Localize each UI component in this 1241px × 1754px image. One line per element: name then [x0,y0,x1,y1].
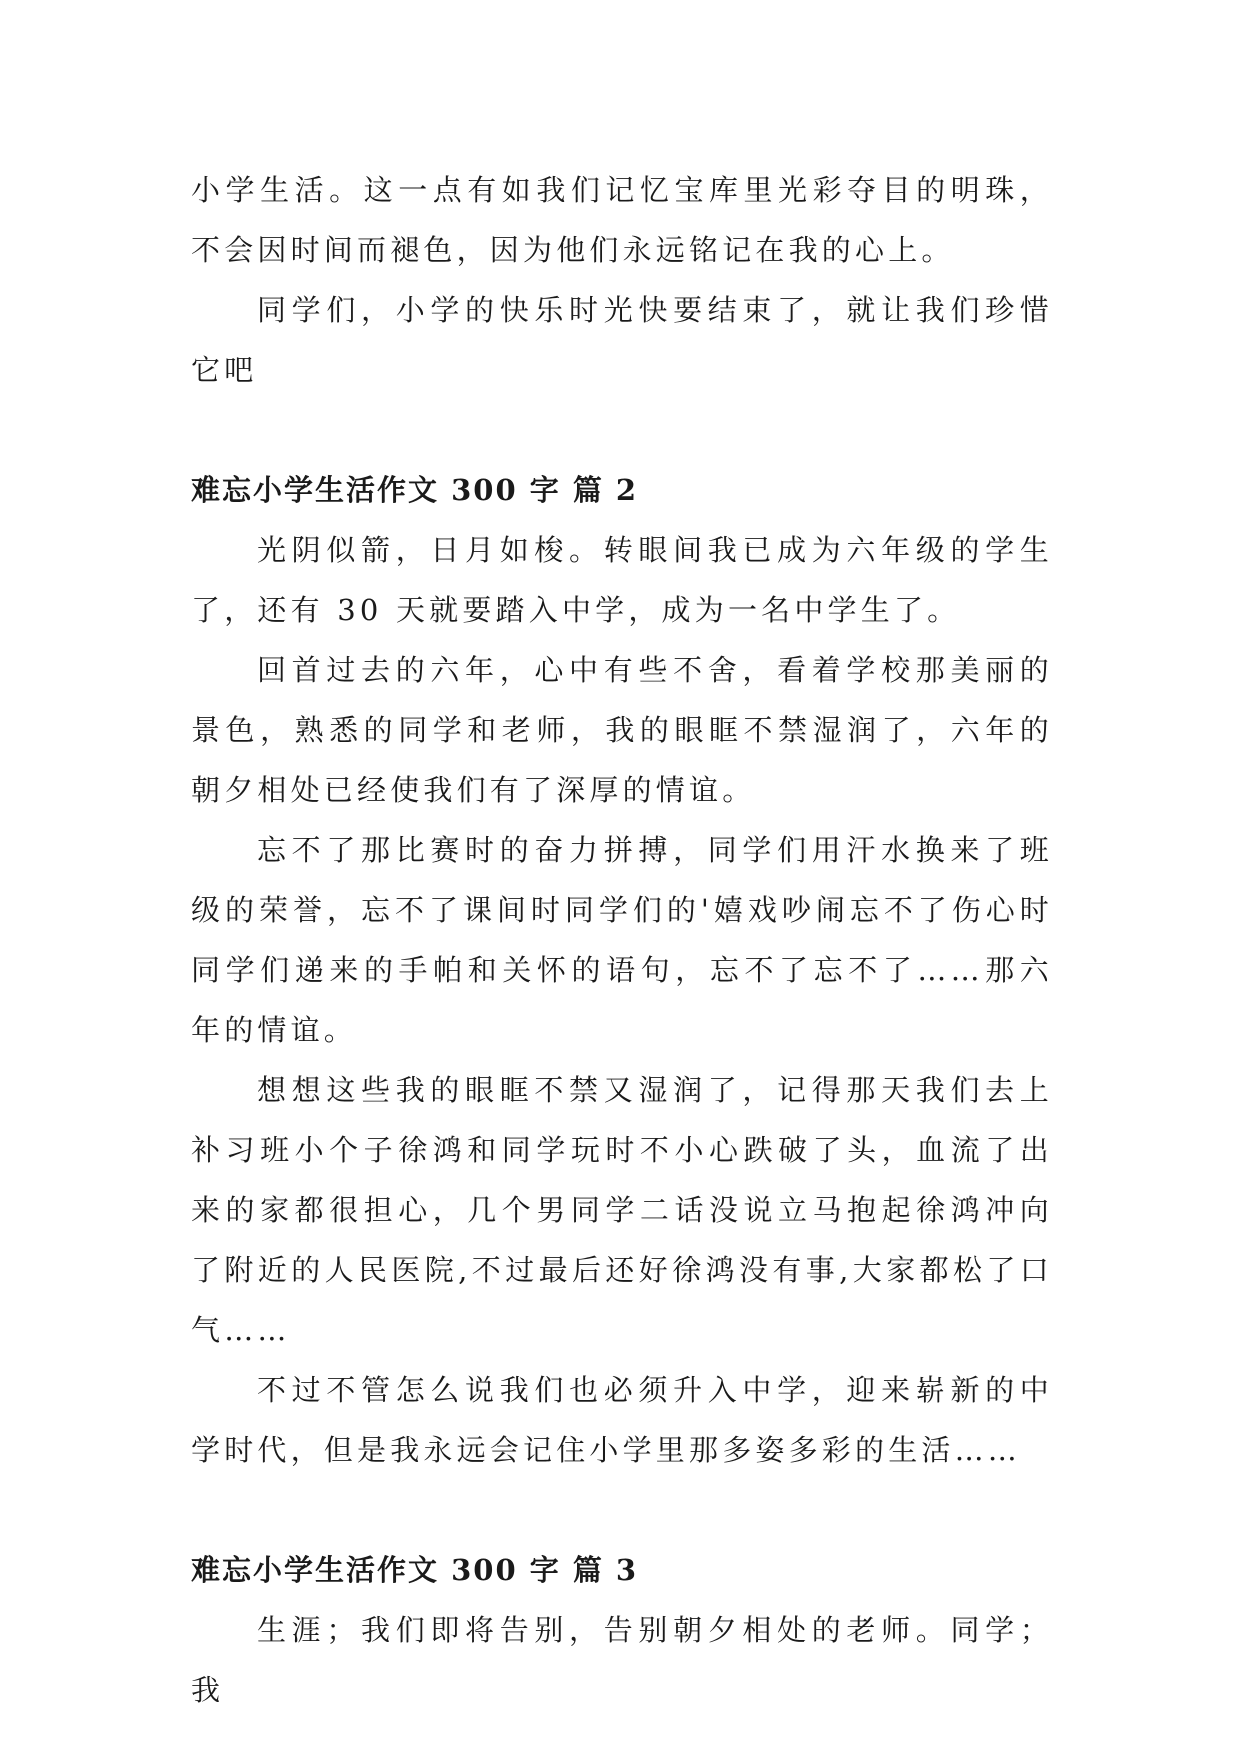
section-2-heading: 难忘小学生活作文 300 字 篇 2 [191,473,639,507]
section-3-paragraph-1: 生涯；我们即将告别，告别朝夕相处的老师。同学；我 [191,1613,1053,1707]
intro-paragraph-1: 小学生活。这一点有如我们记忆宝库里光彩夺目的明珠，不会因时间而褪色，因为他们永远铭记在我的心上。 [191,173,1053,267]
section-2-paragraph-1: 光阴似箭，日月如梭。转眼间我已成为六年级的学生了，还有 30 天就要踏入中学，成为一名中学生了。 [191,533,1053,627]
intro-paragraph-2: 同学们，小学的快乐时光快要结束了，就让我们珍惜它吧 [191,293,1053,387]
section-2-paragraph-5: 不过不管怎么说我们也必须升入中学，迎来崭新的中学时代，但是我永远会记住小学里那多姿多彩的生活…… [191,1373,1053,1467]
section-3-heading: 难忘小学生活作文 300 字 篇 3 [191,1553,639,1587]
section-2-paragraph-3: 忘不了那比赛时的奋力拼搏，同学们用汗水换来了班级的荣誉，忘不了课间时同学们的'嬉戏吵闹忘不了伤心时同学们递来的手帕和关怀的语句，忘不了忘不了……那六年的情谊。 [191,833,1053,1047]
section-gap [191,1480,1053,1540]
section-2-paragraph-2: 回首过去的六年，心中有些不舍，看着学校那美丽的景色，熟悉的同学和老师，我的眼眶不禁湿润了，六年的朝夕相处已经使我们有了深厚的情谊。 [191,653,1053,807]
document-page [191,160,1053,1720]
section-2-paragraph-4: 想想这些我的眼眶不禁又湿润了，记得那天我们去上补习班小个子徐鸿和同学玩时不小心跌破了头，血流了出来的家都很担心，几个男同学二话没说立马抱起徐鸿冲向了附近的人民医院,不过最后还好徐鸿没有事,大家都松了口气…… [191,1073,1053,1347]
section-gap [191,400,1053,460]
